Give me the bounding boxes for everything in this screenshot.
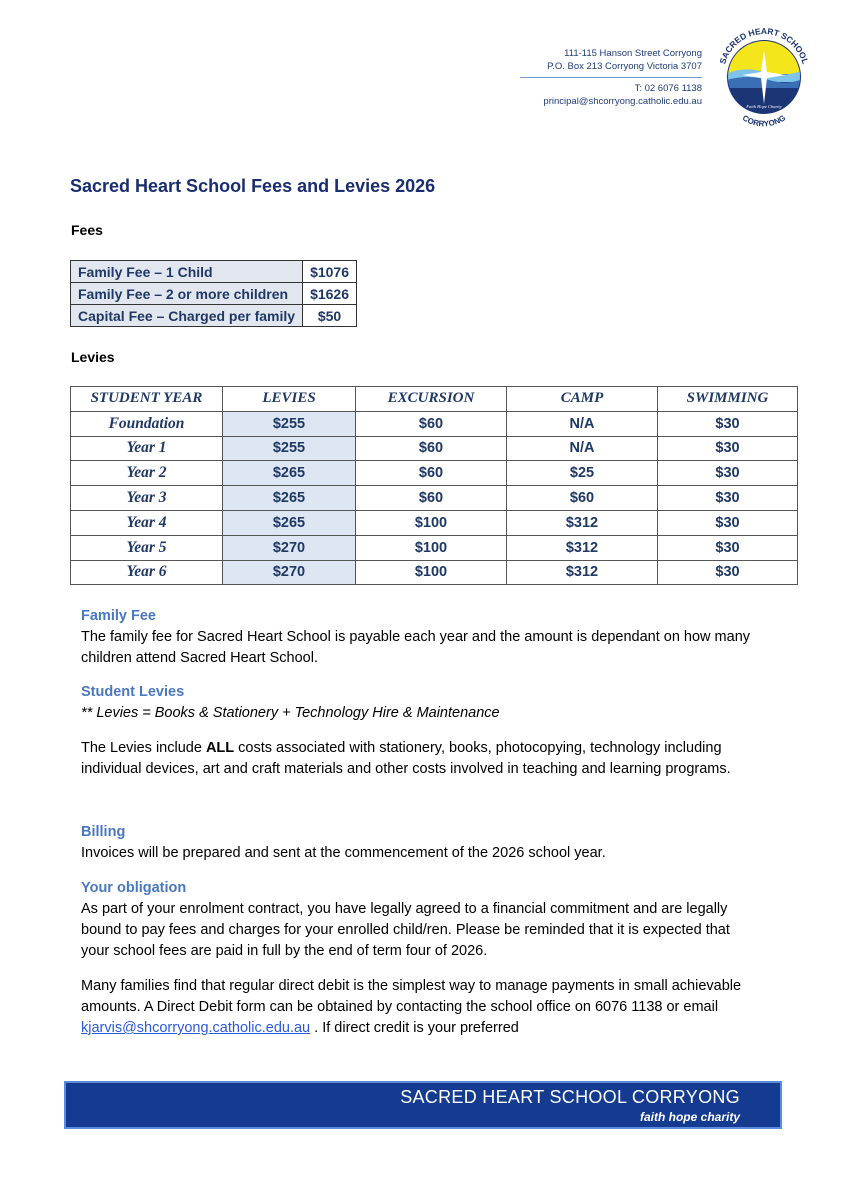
levies-cell: $265: [223, 510, 356, 535]
student-levies-heading: Student Levies: [81, 684, 185, 700]
levies-description-text: [81, 738, 761, 780]
school-logo: [714, 22, 814, 132]
excursion-cell: $100: [356, 510, 507, 535]
table-row: [71, 510, 798, 535]
camp-cell: N/A: [507, 411, 658, 436]
table-row: [71, 411, 798, 436]
swimming-cell: $30: [658, 560, 798, 585]
levies-formula: ** Levies = Books & Stationery + Technology Hire & Maintenance: [81, 705, 500, 721]
camp-cell: $312: [507, 560, 658, 585]
table-row: [71, 283, 357, 305]
fee-amount: $1626: [303, 283, 357, 305]
table-row: [71, 436, 798, 461]
family-fee-text: The family fee for Sacred Heart School is payable each year and the amount is dependant on how many children attend Sacred Heart School.: [81, 629, 751, 666]
levies-cell: $270: [223, 535, 356, 560]
fee-amount: $1076: [303, 261, 357, 283]
footer-banner: [64, 1081, 782, 1129]
levies-description: [81, 738, 761, 780]
family-fee-section: [81, 606, 761, 669]
footer-motto: faith hope charity: [639, 1110, 740, 1124]
levies-text-bold: ALL: [205, 740, 235, 756]
student-levies-section: [81, 682, 761, 724]
levies-heading: Levies: [71, 349, 115, 365]
table-row: [71, 560, 798, 585]
column-header: CAMP: [507, 387, 658, 412]
levies-cell: $265: [223, 486, 356, 511]
excursion-cell: $60: [356, 461, 507, 486]
billing-text: Invoices will be prepared and sent at the commencement of the 2026 school year.: [81, 845, 606, 861]
obligation-heading: Your obligation: [81, 880, 187, 896]
billing-section: [81, 822, 761, 864]
levies-cell: $270: [223, 560, 356, 585]
table-row: [71, 261, 357, 283]
billing-heading: Billing: [81, 824, 126, 840]
excursion-cell: $100: [356, 535, 507, 560]
column-header: STUDENT YEAR: [71, 387, 223, 412]
footer-school-name: SACRED HEART SCHOOL CORRYONG: [400, 1087, 740, 1107]
camp-cell: $312: [507, 535, 658, 560]
student-year: Year 5: [71, 535, 223, 560]
table-row: [71, 461, 798, 486]
swimming-cell: $30: [658, 411, 798, 436]
levies-text-after: costs associated with stationery, books, photocopying, technology including individual devices, art and craft materials and other costs involved in teaching and learning programs.: [81, 740, 731, 777]
obligation-section: [81, 878, 761, 962]
camp-cell: $312: [507, 510, 658, 535]
fees-heading: Fees: [71, 222, 103, 238]
levies-cell: $255: [223, 436, 356, 461]
camp-cell: $60: [507, 486, 658, 511]
swimming-cell: $30: [658, 486, 798, 511]
address-divider: [520, 77, 702, 78]
fee-label: Family Fee – 1 Child: [71, 261, 303, 283]
levies-table: [70, 386, 798, 585]
school-address-block: [520, 48, 702, 108]
excursion-cell: $60: [356, 411, 507, 436]
direct-debit-section: [81, 976, 761, 1039]
swimming-cell: $30: [658, 535, 798, 560]
svg-text:CORRYONG: [741, 113, 787, 128]
camp-cell: $25: [507, 461, 658, 486]
excursion-cell: $60: [356, 436, 507, 461]
column-header: EXCURSION: [356, 387, 507, 412]
fee-label: Capital Fee – Charged per family: [71, 305, 303, 327]
table-header-row: [71, 387, 798, 412]
table-row: [71, 486, 798, 511]
address-po-box: P.O. Box 213 Corryong Victoria 3707: [547, 60, 702, 72]
excursion-cell: $100: [356, 560, 507, 585]
column-header: LEVIES: [223, 387, 356, 412]
levies-cell: $255: [223, 411, 356, 436]
logo-bottom-text: CORRYONG: [740, 113, 788, 129]
table-row: [71, 305, 357, 327]
logo-top-text: SACRED HEART SCHOOL: [717, 25, 811, 66]
swimming-cell: $30: [658, 461, 798, 486]
office-email-link[interactable]: kjarvis@shcorryong.catholic.edu.au: [81, 1020, 311, 1036]
swimming-cell: $30: [658, 510, 798, 535]
student-year: Year 3: [71, 486, 223, 511]
column-header: SWIMMING: [658, 387, 798, 412]
page-title: Sacred Heart School Fees and Levies 2026: [70, 176, 436, 196]
obligation-text: As part of your enrolment contract, you have legally agreed to a financial commitment and are legally bound to pay fees and charges for your enrolled child/ren. Please be reminded that it is expected that your school fees are paid in full by the end of term four of 2026.: [81, 901, 730, 959]
student-year: Year 4: [71, 510, 223, 535]
excursion-cell: $60: [356, 486, 507, 511]
camp-cell: N/A: [507, 436, 658, 461]
student-year: Foundation: [71, 411, 223, 436]
fee-label: Family Fee – 2 or more children: [71, 283, 303, 305]
phone-number: T: 02 6076 1138: [634, 83, 702, 94]
levies-text-before: The Levies include: [81, 740, 206, 756]
student-year: Year 6: [71, 560, 223, 585]
table-row: [71, 535, 798, 560]
swimming-cell: $30: [658, 436, 798, 461]
family-fee-heading: Family Fee: [81, 608, 156, 624]
logo-motto: Faith Hope Charity: [746, 104, 782, 109]
levies-cell: $265: [223, 461, 356, 486]
direct-debit-text-after: . If direct credit is your preferred: [310, 1020, 519, 1036]
direct-debit-text: [81, 976, 761, 1039]
direct-debit-text-before: Many families find that regular direct debit is the simplest way to manage payments in small achievable amounts. A Direct Debit form can be obtained by contacting the school office on 6076 1138 or email: [81, 978, 742, 1015]
student-year: Year 1: [71, 436, 223, 461]
fees-table: [70, 260, 357, 327]
fee-amount: $50: [303, 305, 357, 327]
principal-email: principal@shcorryong.catholic.edu.au: [543, 95, 702, 107]
student-year: Year 2: [71, 461, 223, 486]
address-street: 111-115 Hanson Street Corryong: [564, 48, 702, 59]
